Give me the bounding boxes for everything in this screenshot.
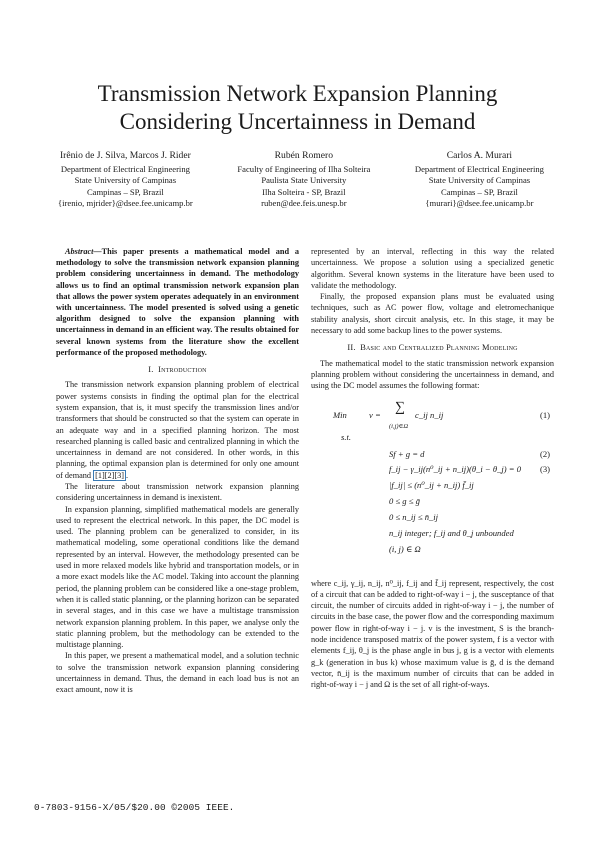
min-label: Min [333, 409, 347, 420]
paragraph: In expansion planning, simplified mathematical models are generally used to represent the electrical network. In this paper, the DC model is used. The planning problem can be generalized to consider, in its mathematical modeling, some operational conditions like the demand represented by an interval. However, the methodology presented can be used in more relaxed models like hybrid and transportation models, or in a more exact models like the AC model. Taking into account the planning period, the planning problem can be considered like a one-stage problem, when it is called static planning, or the planning horizon can be separated in several stages, and in this case we have a multistage transmission network expansion planning problem. In this paper, we analyse only the static planning problem, but the methodology can be extended to the multistage planning. [56, 504, 299, 650]
constraint-set: (i, j) ∈ Ω [389, 543, 421, 554]
copyright-footer: 0-7803-9156-X/05/$20.00 ©2005 IEEE. [34, 802, 235, 813]
constraint-flow: f_ij − γ_ij(n⁰_ij + n_ij)(θ_i − θ_j) = 0 [389, 463, 522, 474]
citation-link[interactable]: [1][2][3] [95, 470, 124, 480]
constraint-integrality: n_ij integer; f_ij and θ_j unbounded [389, 527, 514, 538]
title-line-2: Considering Uncertainness in Demand [119, 109, 476, 134]
left-column [56, 246, 299, 696]
constraint-generation: 0 ≤ g ≤ ḡ [389, 495, 420, 506]
right-column [311, 246, 554, 691]
author-name: Carlos A. Murari [446, 150, 513, 161]
paper-title [40, 80, 555, 136]
author-affiliation: Paulista State University [261, 175, 347, 186]
author-email: ruben@dee.feis.unesp.br [261, 198, 347, 209]
constraint-balance: Sf + g = d [389, 448, 425, 459]
author-affiliation: Department of Electrical Engineering [60, 163, 190, 174]
subject-to-label: s.t. [341, 431, 352, 442]
author-affiliation: Department of Electrical Engineering [414, 163, 544, 174]
objective-var: v = [369, 409, 381, 420]
sum-subscript: (i,j)∈Ω [389, 422, 409, 430]
abstract [56, 246, 299, 358]
author-2 [237, 150, 370, 210]
section-heading-1: I. Introduction [148, 365, 207, 375]
abstract-label: Abstract— [65, 247, 102, 256]
author-location: Ilha Solteira - SP, Brazil [262, 186, 346, 197]
author-affiliation: State University of Campinas [74, 175, 177, 186]
paragraph: The literature about transmission network expansion planning considering uncertainness in demand is inexistent. [56, 482, 299, 503]
section-heading-2: II. Basic and Centralized Planning Modeling [347, 343, 518, 353]
author-1 [58, 150, 193, 210]
author-email: {murari}@dsee.fee.unicamp.br [425, 198, 534, 209]
author-affiliation: Faculty of Engineering of Ilha Solteira [237, 163, 371, 174]
author-email: {irenio, mjrider}@dsee.fee.unicamp.br [58, 198, 193, 209]
author-location: Campinas – SP, Brazil [441, 186, 518, 197]
abstract-text: This paper presents a mathematical model and a methodology to solve the transmission network expansion planning problem considering uncertainness in demand. The methodology allows us to find an optimal transmission network expansion plan that allows the power system operates adequately in an environment with uncertainness. The model presented is solved using a genetic algorithm designed to solve the expansion planning with uncertainness in demand in an efficient way. The results obtained for several known systems from the literature show the excellent performance of the proposed methodology. [56, 247, 299, 357]
author-name: Irênio de J. Silva, Marcos J. Rider [59, 150, 191, 161]
author-affiliation: State University of Campinas [428, 175, 531, 186]
author-name: Rubén Romero [274, 150, 333, 161]
constraint-circuits: 0 ≤ n_ij ≤ n̄_ij [389, 511, 439, 522]
paragraph: The transmission network expansion planning problem of electrical power systems consists in finding the optimal plan for the electrical system expansion, that is, it must specify the transmission lines and/or transformers that should be constructed so that the system can operate in an adequate way and in a specified planning horizon. The most researched planning is called basic and centralized planning in which the uncertainness in demand are not considered. In other words, in this planning, the optimal expansion plan is determined for only one amount of demand [1][2][3] . [56, 380, 299, 480]
paragraph: where c_ij, γ_ij, n_ij, n⁰_ij, f_ij and f̄_ij represent, respectively, the cost of a circuit that can be added to right-of-way i − j, the susceptance of that circuit, the number of circuits added in right-of-way i − j, the number of circuits in the base case, the power flow and the corresponding maximum power flow in right-of-way i − j. v is the investment, S is the branch-node incidence transposed matrix of the power system, f is a vector with elements f_ij, θ_j is the phase angle in bus j, g is a vector with elements g_k (generation in bus k) whose maximum value is ḡ, d is the demand vector, n̄_ij is the maximum number of circuits that can be added in right-of-way i − j and Ω is the set of all right-of-ways. [311, 578, 554, 690]
equation-number: (1) [539, 409, 550, 420]
equation-number: (2) [539, 448, 550, 459]
objective-term: c_ij n_ij [415, 409, 444, 420]
equation-block [311, 399, 554, 572]
equation-number: (3) [539, 463, 550, 474]
title-line-1: Transmission Network Expansion Planning [97, 81, 498, 106]
paragraph: The mathematical model to the static transmission network expansion planning problem without considering the uncertainness in demand, and using the DC model assumes the following format: [311, 358, 554, 391]
paragraph: represented by an interval, reflecting in this way the related uncertainness. We propose a solution using a specialized genetic algorithm. Several known systems in the literature have been used to validate the methodology. [311, 247, 554, 290]
paragraph: Finally, the proposed expansion plans must be evaluated using techniques, such as AC power flow, voltage and eletromechanique stability analysis, short circuit analysis, etc. In this stage, it may be necessary to add some backup lines to the power systems. [311, 292, 554, 336]
sum-symbol: ∑ [395, 399, 405, 415]
author-3 [415, 150, 544, 210]
constraint-flow-limit: |f_ij| ≤ (n⁰_ij + n_ij) f̄_ij [389, 479, 474, 490]
paragraph: In this paper, we present a mathematical model, and a solution technic to solve the transmission network expansion planning considering uncertainness in demand. Thus, the demand in each load bus is not an exact amount, now it is [56, 651, 299, 695]
author-location: Campinas – SP, Brazil [86, 186, 164, 197]
author-block [58, 150, 544, 210]
